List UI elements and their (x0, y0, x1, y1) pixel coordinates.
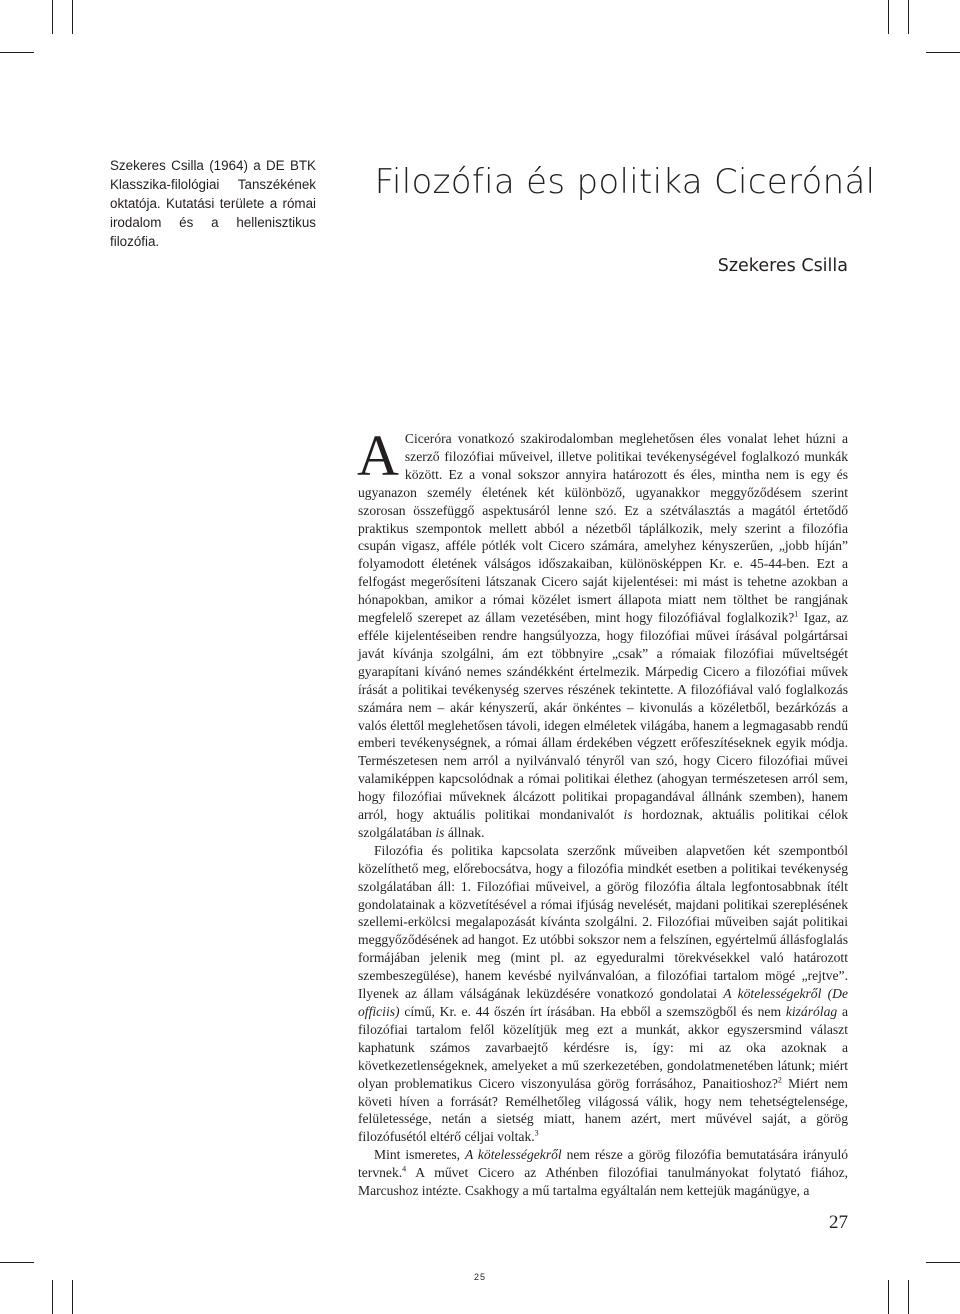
body-paragraph (357, 423, 849, 842)
italic-text: A kötelességekről (De officiis) (358, 986, 848, 1019)
crop-mark-bottom-right-outer (908, 1280, 909, 1314)
footnote-ref: 1 (794, 609, 799, 619)
paragraph-content (358, 1147, 848, 1198)
paragraph-content (357, 423, 849, 840)
crop-mark-bottom-left (52, 1280, 53, 1314)
text-run: nem része a görög filozófia bemutatására irányuló tervnek. (358, 1147, 849, 1181)
footnote-ref: 3 (534, 1128, 539, 1138)
crop-mark-top-right (888, 0, 889, 34)
article-title: Filozófia és politika Cicerónál (374, 162, 876, 202)
article-author: Szekeres Csilla (717, 256, 848, 276)
footnote-ref: 4 (402, 1164, 407, 1174)
paragraph-content (358, 843, 848, 1145)
text-run: Miért nem követi híven a forrását? Remélhetőleg világossá válik, hogy nem tehetségtelensége, felületessége, netán a sietség miatt, hanem azért, mert művével saját, a görög filozófusétól eltérő céljai voltak. (358, 1075, 849, 1145)
page-number: 27 (829, 1212, 848, 1233)
author-bio-sidenote: Szekeres Csilla (1964) a DE BTK Klasszika-filológiai Tanszékének oktatója. Kutatási területe a római irodalom és a hellenisztikus filozófia. (110, 158, 316, 249)
text-run: a filozófiai tartalom felől közelítjük meg ezt a munkát, akkor egyszersmind választ kaphatunk számos zavarbaejtő kérdésre is, így: mi az oka azoknak a következetlenségeknek, amelyeket a mű szerkezetében, gondolatmenetében látunk; miért olyan problematikus Cicero viszonyulása görög forrásához, Panaitioshoz? (358, 1004, 848, 1091)
article-body (357, 423, 849, 1200)
italic-text: is (623, 807, 633, 823)
crop-mark-bottom-left-horizontal (0, 1262, 34, 1263)
italic-text: is (435, 824, 445, 840)
crop-mark-top-left-inner (72, 0, 73, 34)
body-paragraph (358, 842, 848, 1146)
crop-mark-top-left-horizontal (0, 52, 34, 53)
footnote-ref: 2 (777, 1075, 782, 1085)
text-run: hordoznak, aktuális politikai célok szolgálatában (358, 807, 848, 840)
crop-mark-bottom-right (888, 1280, 889, 1314)
text-run: Igaz, az efféle kijelentéseiben rendre hangsúlyozza, hogy filozófiai művei írásával polgártársai javát kívánja szolgálni, ám ezt többnyire „csak” a rómaiak filozófiai műveltségét gyarapítani kívánó nemes szándékként értelmezik. Márpedig Cicero a filozófiai művek írását a politikai tevékenység szerves részének tekintette. A filozófiával való foglalkozás számára nem – akár kényszerű, akár önkéntes – kivonulás a közéletből, bezárkózás a valós élettől meglehetősen távoli, idegen elméletek világába, hanem a legmagasabb rendű emberi tevékenységnek, a római állam érdekében végzett erőfeszítéseknek egyik módja. Természetesen nem arról a nyilvánvaló tényről van szó, hogy Cicero filozófiai művei valamiképpen kapcsolódnak a római politikai élethez (ahogyan természetesen arról sem, hogy filozófiai műveknek álcázott politikai propagandával állnánk szemben), hanem arról, hogy aktuális politikai mondanivalót (358, 610, 849, 823)
drop-cap: A (357, 423, 399, 488)
crop-mark-bottom-left-inner (72, 1280, 73, 1314)
body-paragraph (358, 1146, 848, 1200)
crop-mark-top-right-outer (908, 0, 909, 34)
crop-mark-top-right-horizontal (926, 52, 960, 53)
italic-text: A kötelességekről (464, 1147, 562, 1163)
folio-number: 25 (473, 1272, 486, 1282)
italic-text: kizárólag (785, 1004, 838, 1019)
text-run: Cicerórа vonatkozó szakirodalomban meglehetősen éles vonalat lehet húzni a szerző filozófiai műveivel, illetve politikai tevékenységével foglalkozó munkák között. Ez a vonal sokszor annyira határozott és éles, mintha nem is egy és ugyanazon személy életének két különböző, ugyanakkor meggyőződésem szerint szorosan összefüggő aspektusáról lenne szó. Ez a szétválasztás a magától értetődő praktikus szempontok mellett abból a nézetből táplálkozik, mely szerint a filozófia csupán vigasz, afféle pótlék volt Cicero számára, amelyhez kényszerűen, „jobb híján” folyamodott életének válságos időszakaiban, különösképpen Kr. e. 45-44-ben. Ezt a felfogást megerősíteni látszanak Cicero saját kijelentései: mi mást is tehetne azokban a hónapokban, amikor a római közélet ismert állapota miatt nem tölthet be rangjának megfelelő szerepet az állam vezetésében, mint hogy filozófiával foglalkozik? (358, 431, 848, 626)
crop-mark-top-left (52, 0, 53, 34)
text-run: Mint ismeretes, (374, 1147, 465, 1163)
crop-mark-bottom-right-horizontal (926, 1262, 960, 1263)
text-run: Filozófia és politika kapcsolata szerzőnk műveiben alapvetően két szempontból közelíthető meg, előrebocsátva, hogy a filozófia mindkét esetben a politikai tevékenység szolgálatában áll: 1. Filozófiai műveivel, a görög filozófia általa legfontosabbnak ítélt gondolatainak a közvetítésével a római ifjúság nevelését, majdani politikai szereplésének szellemi-erkölcsi megalapozását kívánta szolgálni. 2. Filozófiai műveiben saját politikai meggyőződésének ad hangot. Ez utóbbi sokszor nem a felszínen, egyértelmű állásfoglalás formájában jelenik meg (mint pl. az egyeduralmi törekvésekkel való határozott szembeszegülése), hanem kevésbé nyilvánvalóan, a filozófiai tartalom mögé „rejtve”. Ilyenek az állam válságának leküzdésére vonatkozó gondolatai (358, 842, 848, 1002)
text-run: című, Kr. e. 44 őszén írt írásában. Ha ebből a szemszögből és nem (399, 1004, 786, 1019)
text-run: A művet Cicero az Athénben filozófiai tanulmányokat folytató fiához, Marcushoz intézte. Csakhogy a mű tartalma egyáltalán nem kettejük magánügye, a (358, 1165, 848, 1199)
text-run: állnak. (444, 824, 485, 840)
